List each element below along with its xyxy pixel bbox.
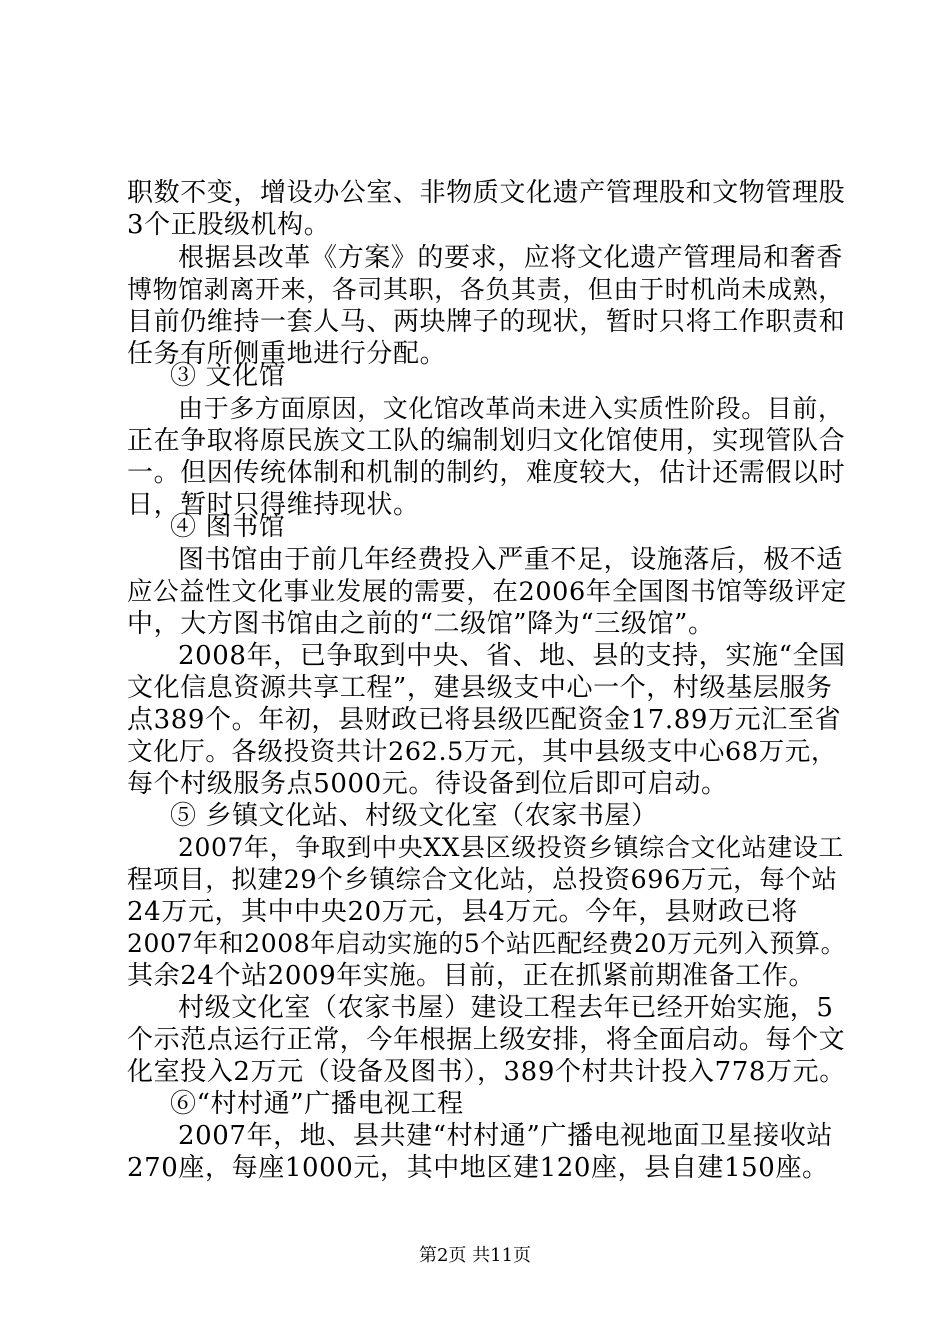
text-line: 中，大方图书馆由之前的“二级馆”降为“三级馆”。 — [127, 609, 715, 639]
paragraph-start: 根据县改革《方案》的要求，应将文化遗产管理局和奢香 — [178, 243, 844, 273]
text-line: 日，暂时只得维持现状。 — [127, 490, 420, 520]
text-line: 每个村级服务点5000元。待设备到位后即可启动。 — [127, 769, 728, 799]
paragraph-start: 2007年，地、县共建“村村通”广播电视地面卫星接收站 — [178, 1121, 833, 1151]
section-heading: ⑥“村村通”广播电视工程 — [170, 1089, 464, 1119]
text-line: 任务有所侧重地进行分配。 — [127, 339, 447, 369]
text-line: 博物馆剥离开来，各司其职，各负其责，但由于时机尚未成熟， — [127, 275, 844, 304]
text-line: 2007年和2008年启动实施的5个站匹配经费20万元列入预算。 — [127, 929, 847, 958]
page-number-footer: 第2页 共11页 — [418, 1245, 532, 1266]
section-heading: ③ 文化馆 — [170, 361, 286, 391]
text-line: 文化信息资源共享工程”，建县级支中心一个，村级基层服务 — [127, 673, 833, 703]
text-line: 24万元，其中中央20万元，县4万元。今年，县财政已将 — [127, 897, 798, 927]
text-line: 职数不变，增设办公室、非物质文化遗产管理股和文物管理股 — [127, 178, 846, 208]
text-line: 270座，每座1000元，其中地区建120座，县自建150座。 — [127, 1153, 829, 1183]
text-line: 目前仍维持一套人马、两块牌子的现状，暂时只将工作职责和 — [127, 307, 846, 337]
paragraph-start: 2007年，争取到中央XX县区级投资乡镇综合文化站建设工 — [178, 833, 845, 862]
paragraph-start: 由于多方面原因，文化馆改革尚未进入实质性阶段。目前， — [178, 394, 844, 423]
paragraph-start: 村级文化室（农家书屋）建设工程去年已经开始实施，5 — [178, 993, 834, 1023]
paragraph-start: 图书馆由于前几年经费投入严重不足，设施落后，极不适 — [178, 545, 844, 575]
text-line: 其余24个站2009年实施。目前，正在抓紧前期准备工作。 — [127, 961, 816, 991]
text-line: 正在争取将原民族文工队的编制划归文化馆使用，实现管队合 — [127, 426, 846, 456]
text-line: 应公益性文化事业发展的需要，在2006年全国图书馆等级评定 — [127, 577, 847, 607]
text-line: 一。但因传统体制和机制的制约，难度较大，估计还需假以时 — [127, 458, 846, 488]
text-line: 文化厅。各级投资共计262.5万元，其中县级支中心68万元， — [127, 737, 837, 767]
text-line: 化室投入2万元（设备及图书），389个村共计投入778万元。 — [127, 1057, 846, 1087]
text-line: 程项目，拟建29个乡镇综合文化站，总投资696万元，每个站 — [127, 865, 838, 895]
section-heading: ⑤ 乡镇文化站、村级文化室（农家书屋） — [170, 801, 658, 831]
section-heading: ④ 图书馆 — [170, 512, 286, 542]
text-line: 点389个。年初，县财政已将县级匹配资金17.89万元汇至省 — [127, 705, 842, 735]
text-line: 3个正股级机构。 — [127, 210, 331, 240]
paragraph-start: 2008年，已争取到中央、省、地、县的支持，实施“全国 — [178, 641, 846, 671]
text-line: 个示范点运行正常，今年根据上级安排，将全面启动。每个文 — [127, 1025, 846, 1055]
